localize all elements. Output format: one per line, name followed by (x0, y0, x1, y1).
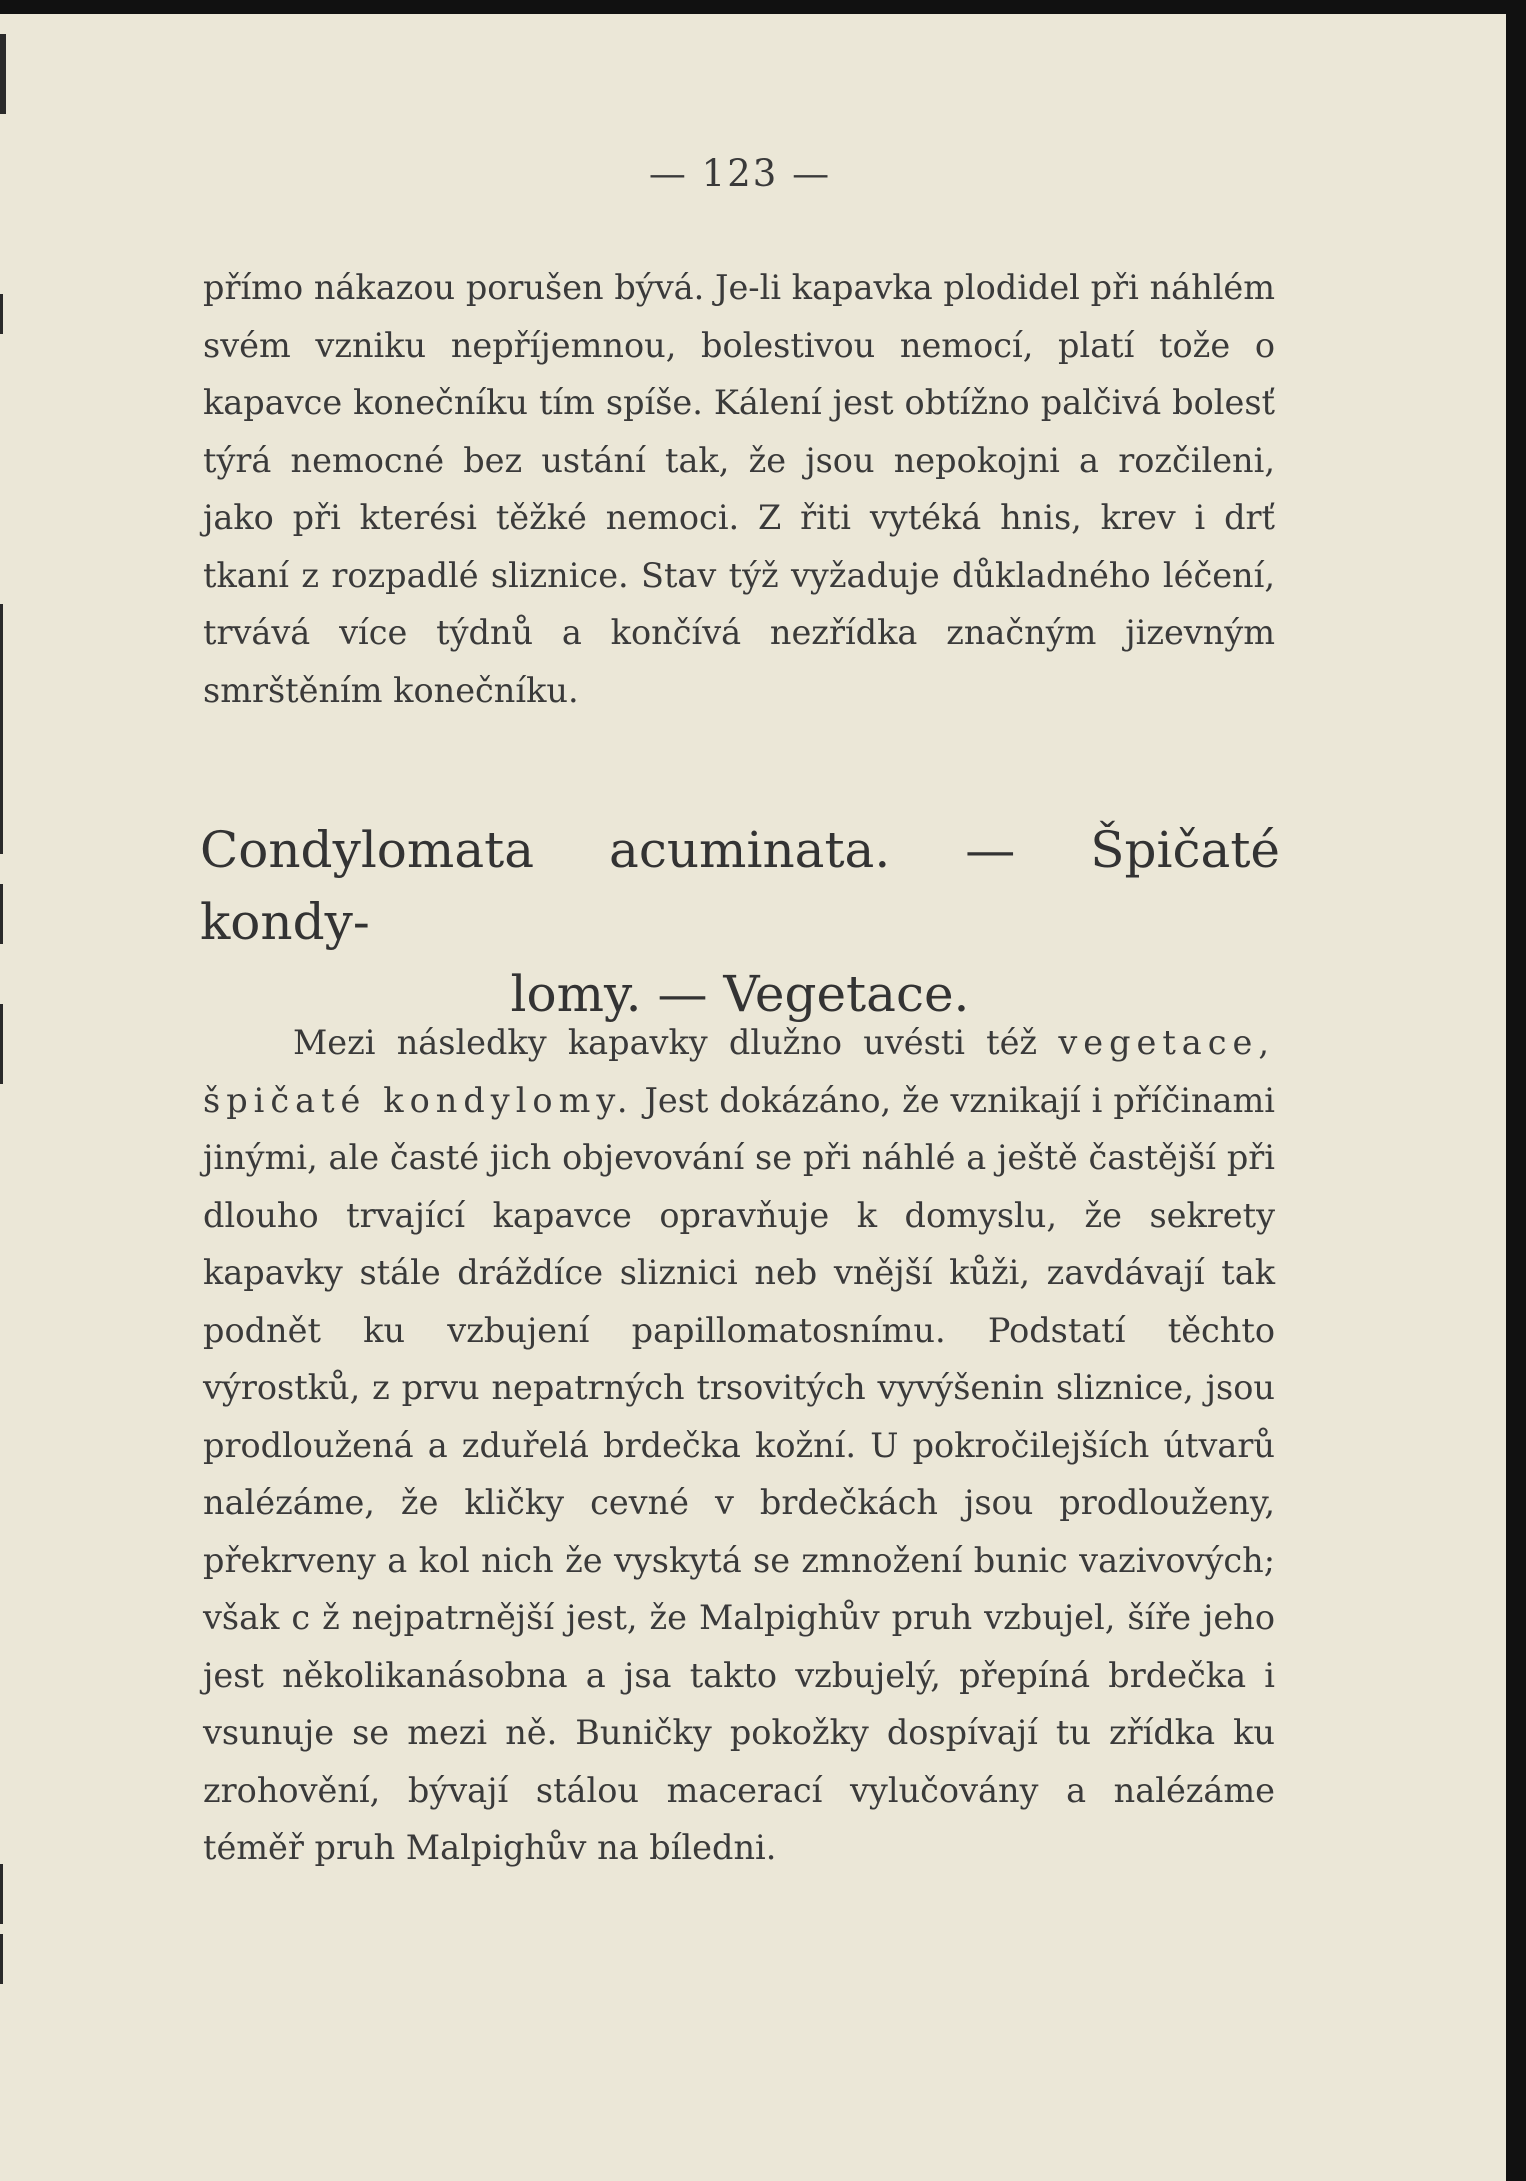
binding-mark (0, 884, 3, 944)
page-edge (1506, 0, 1526, 2181)
paragraph-lead: Mezi následky kapavky dlužno uvésti též (293, 1023, 1038, 1062)
paragraph-kapavka-konecniku (203, 259, 1275, 719)
binding-mark (0, 294, 3, 334)
binding-mark (0, 1004, 3, 1084)
paragraph-vegetace (203, 1014, 1275, 1877)
binding-mark (0, 604, 3, 854)
page-number: — 123 — (648, 152, 832, 195)
section-heading-line-1: Condylomata acuminata. — Špičaté kondy- (200, 821, 1280, 951)
binding-mark (0, 1864, 3, 1924)
section-heading-line-2: lomy. — Vegetace. (510, 965, 970, 1023)
section-heading (200, 814, 1280, 1030)
paragraph-rest: Jest dokázáno, že vznikají i příčinami jinými, ale časté jich objevování se při náhlé a ještě častější při dlouho trvající kapavce opravňuje k domyslu, že sekrety kapavky stále dráždíce sliznici neb vnější kůži, zavdávají tak podnět ku vzbujení papillomatosnímu. Podstatí těchto výrostků, z prvu nepatrných trsovitých vyvýšenin sliznice, jsou prodloužená a zduřelá brdečka kožní. U pokročilejších útvarů nalézáme, že kličky cevné v brdečkách jsou prodlouženy, překrveny a kol nich že vyskytá se zmnožení bunic vazivových; však c ž nejpatrnější jest, že Malpighův pruh vzbujel, šíře jeho jest několikanásobna a jsa takto vzbujelý, přepíná brdečka i vsunuje se mezi ně. Buničky pokožky dospívají tu zřídka ku zrohovění, bývají stálou macerací vylučovány a nalézáme téměř pruh Malpighův na bíledni. (203, 1080, 1275, 1867)
paragraph-text: přímo nákazou porušen bývá. Je-li kapavka plodidel při náhlém svém vzniku nepříjemnou, bolestivou nemocí, platí tože o kapavce konečníku tím spíše. Kálení jest obtížno palčivá bolesť týrá nemocné bez ustání tak, že jsou nepokojni a rozčileni, jako při kterési těžké nemoci. Z řiti vytéká hnis, krev i drť tkaní z rozpadlé sliznice. Stav týž vyžaduje důkladného léčení, trvává více týdnů a končívá nezřídka značným jizevným smrštěním konečníku. (203, 268, 1275, 710)
binding-mark (0, 1934, 3, 1984)
binding-mark (0, 34, 6, 114)
paragraph-body (203, 1014, 1275, 1877)
emphasized-term: vegetace, špičaté kondylomy. (203, 1023, 1276, 1120)
book-page (0, 14, 1506, 2181)
